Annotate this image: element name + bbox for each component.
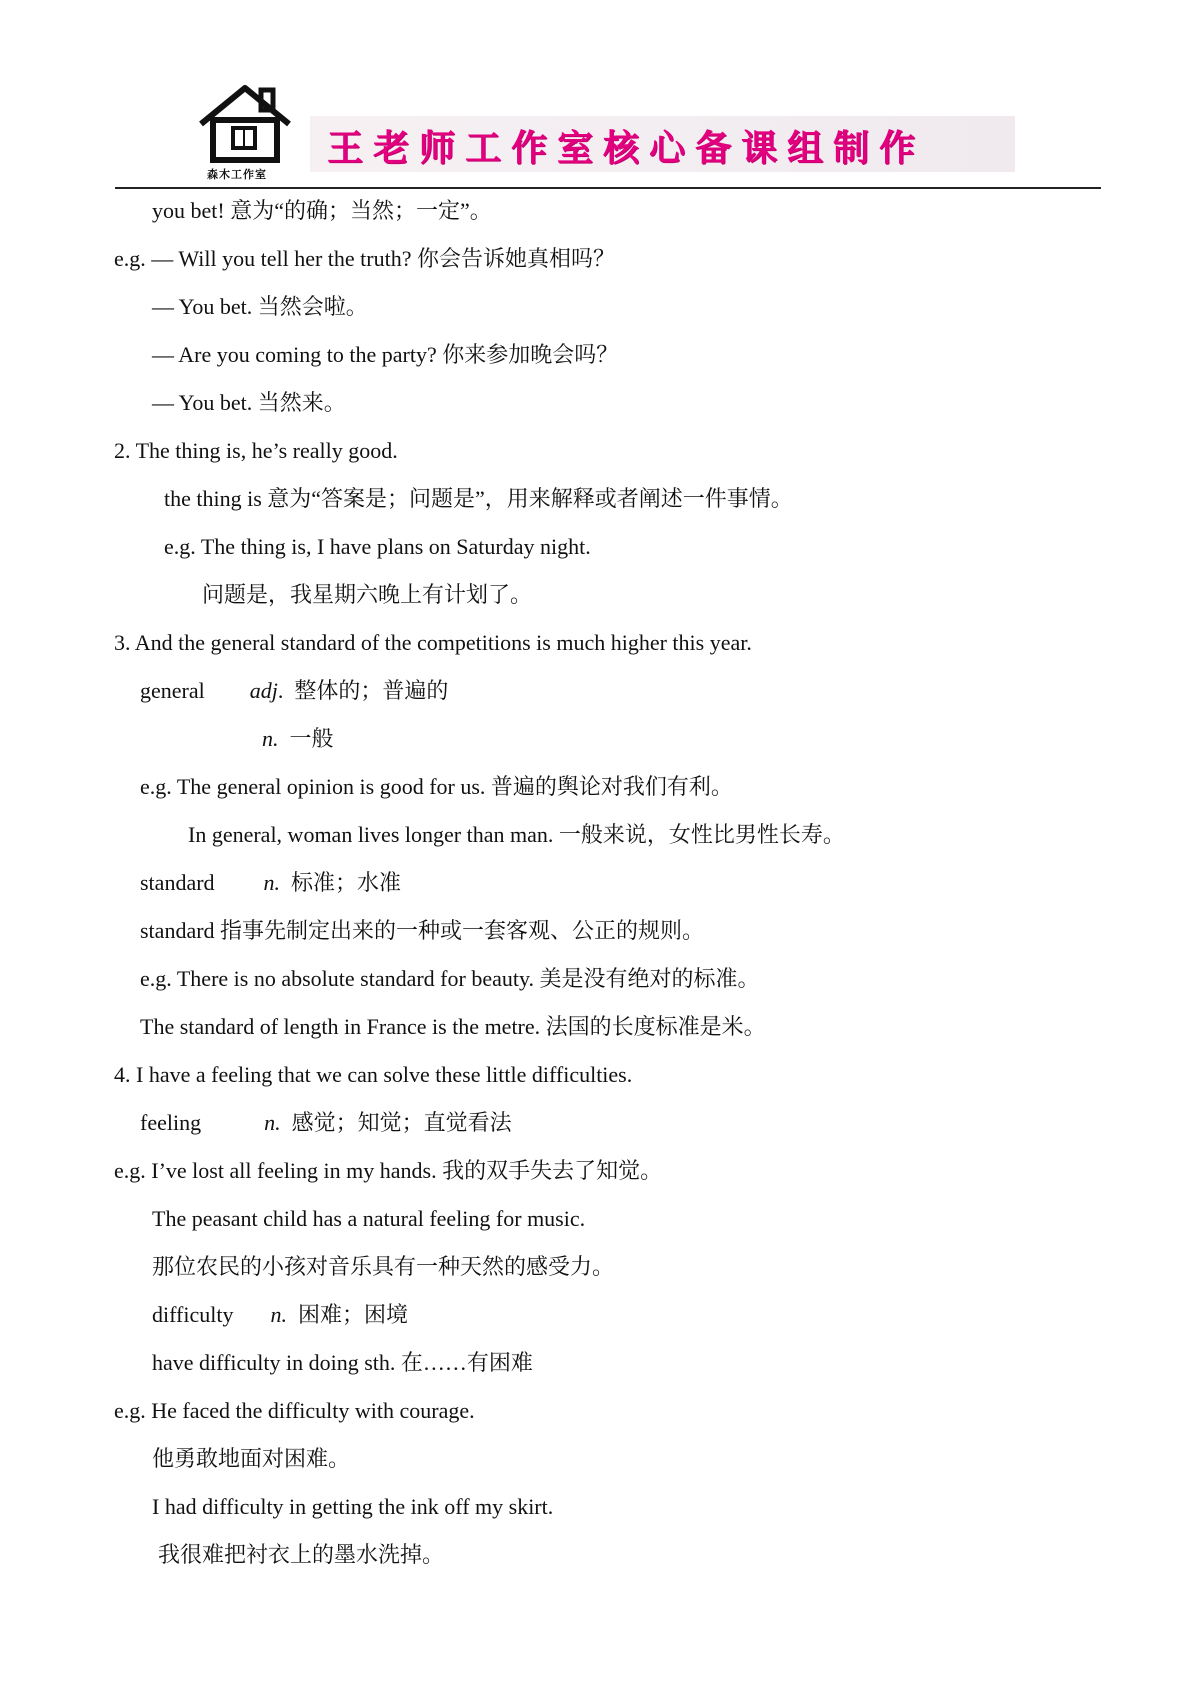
vocab-definition: 标准；水准 xyxy=(280,870,402,895)
example-line: e.g. The general opinion is good for us. 普遍的舆论对我们有利。 xyxy=(140,774,733,799)
example-line: In general, woman lives longer than man. 一般来说，女性比男性长寿。 xyxy=(188,822,845,847)
example-line: The peasant child has a natural feeling for music. xyxy=(152,1206,586,1231)
example-line: — Are you coming to the party? 你来参加晚会吗？ xyxy=(152,342,619,367)
part-of-speech: n. xyxy=(270,1302,287,1327)
vocab-word: standard xyxy=(140,870,215,895)
example-line: e.g. I’ve lost all feeling in my hands. 我的双手失去了知觉。 xyxy=(114,1158,663,1183)
text-line: the thing is 意为“答案是；问题是”，用来解释或者阐述一件事情。 xyxy=(164,486,793,511)
vocab-entry xyxy=(140,868,401,898)
vocab-word: feeling xyxy=(140,1110,202,1135)
vocab-word: difficulty xyxy=(152,1302,234,1327)
header-divider xyxy=(115,187,1101,189)
page-header xyxy=(195,82,1095,192)
example-line: The standard of length in France is the metre. 法国的长度标准是米。 xyxy=(140,1014,766,1039)
translation-line: 他勇敢地面对困难。 xyxy=(152,1446,351,1471)
vocab-entry xyxy=(152,1300,408,1330)
vocab-definition: 感觉；知觉；直觉看法 xyxy=(280,1110,512,1135)
vocab-entry xyxy=(140,676,448,706)
example-line: I had difficulty in getting the ink off my skirt. xyxy=(152,1494,554,1519)
vocab-word: general xyxy=(140,678,205,703)
example-line: — You bet. 当然来。 xyxy=(152,390,346,415)
part-of-speech: adj xyxy=(249,678,278,703)
translation-line: 那位农民的小孩对音乐具有一种天然的感受力。 xyxy=(152,1254,615,1279)
vocab-definition: 困难；困境 xyxy=(286,1302,408,1327)
brand-title: 王老师工作室核心备课组制作 xyxy=(327,128,926,169)
example-line: — You bet. 当然会啦。 xyxy=(152,294,368,319)
vocab-definition: 一般 xyxy=(278,726,334,751)
example-line: e.g. The thing is, I have plans on Saturday night. xyxy=(164,534,591,559)
phrase-line: have difficulty in doing sth. 在……有困难 xyxy=(152,1350,533,1375)
sentence-heading: 2. The thing is, he’s really good. xyxy=(114,438,398,463)
example-line: e.g. He faced the difficulty with courage. xyxy=(114,1398,475,1423)
translation-line: 我很难把衬衣上的墨水洗掉。 xyxy=(158,1542,445,1567)
sentence-heading: 3. And the general standard of the competitions is much higher this year. xyxy=(114,630,752,655)
part-of-speech: n. xyxy=(262,726,279,751)
part-of-speech: n. xyxy=(263,870,281,895)
sentence-heading: 4. I have a feeling that we can solve these little difficulties. xyxy=(114,1062,633,1087)
example-line: e.g. There is no absolute standard for beauty. 美是没有绝对的标准。 xyxy=(140,966,760,991)
text-line: standard 指事先制定出来的一种或一套客观、公正的规则。 xyxy=(140,918,705,943)
part-of-speech: n. xyxy=(264,1110,281,1135)
vocab-entry xyxy=(140,1108,512,1138)
example-line: e.g. — Will you tell her the truth? 你会告诉她真相吗？ xyxy=(114,246,615,271)
vocab-entry xyxy=(262,724,334,754)
vocab-definition: . 整体的；普遍的 xyxy=(277,678,449,703)
translation-line: 问题是，我星期六晚上有计划了。 xyxy=(202,582,533,607)
text-line: you bet! 意为“的确；当然；一定”。 xyxy=(152,198,492,223)
logo-caption: 森木工作室 xyxy=(207,168,267,181)
